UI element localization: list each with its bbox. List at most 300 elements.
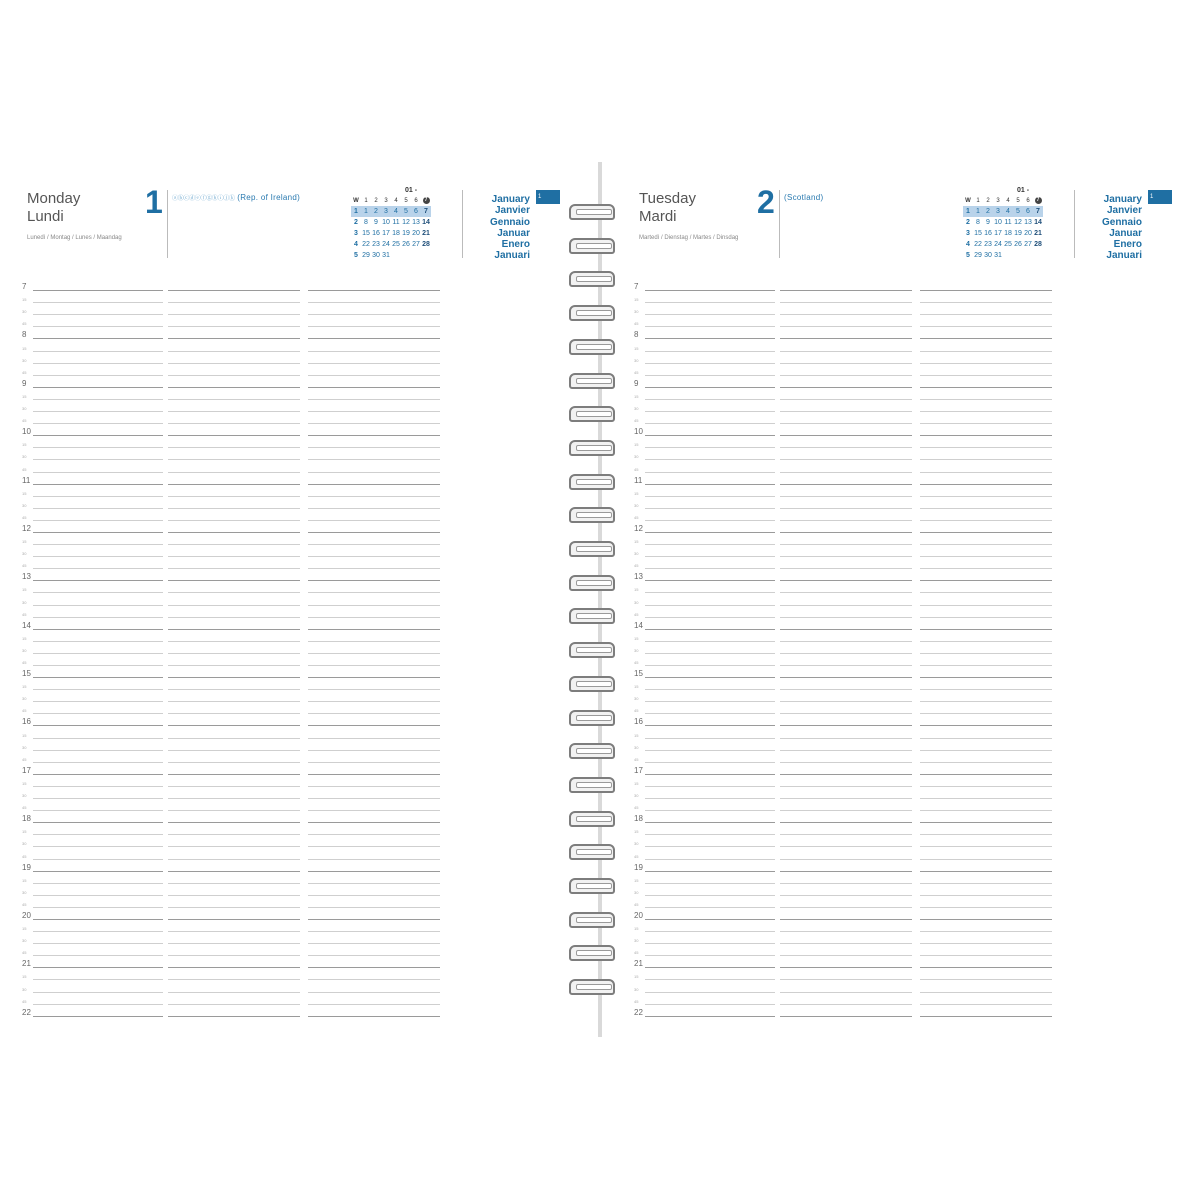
quarter-row[interactable]: [630, 726, 1055, 738]
calendar-day[interactable]: 11: [392, 219, 400, 226]
calendar-day[interactable]: 6: [1023, 206, 1033, 217]
calendar-day[interactable]: 24: [382, 241, 390, 248]
quarter-row[interactable]: [18, 303, 443, 315]
calendar-day[interactable]: 27: [1024, 241, 1032, 248]
quarter-label: 15: [634, 442, 639, 448]
quarter-label: 30: [22, 454, 27, 460]
quarter-row[interactable]: [18, 993, 443, 1005]
hour-label: 22: [634, 1007, 643, 1017]
quarter-label: 15: [22, 587, 27, 593]
hour-label: 8: [22, 330, 27, 340]
hour-row[interactable]: [18, 908, 443, 920]
mini-calendar-table: [963, 195, 1043, 261]
quarter-row[interactable]: [18, 775, 443, 787]
quarter-row[interactable]: [630, 702, 1055, 714]
calendar-day[interactable]: 29: [974, 252, 982, 259]
calendar-day[interactable]: 26: [1014, 241, 1022, 248]
calendar-day[interactable]: 14: [422, 219, 430, 226]
quarter-row[interactable]: [18, 980, 443, 992]
quarter-row[interactable]: [630, 823, 1055, 835]
hour-label: 11: [22, 475, 31, 485]
calendar-day[interactable]: 11: [1004, 219, 1012, 226]
calendar-day[interactable]: 28: [1034, 241, 1042, 248]
calendar-day[interactable]: 17: [994, 230, 1002, 237]
month-names: [468, 194, 530, 262]
hour-label: 7: [22, 282, 27, 292]
quarter-label: 45: [634, 514, 639, 520]
quarter-label: 30: [634, 551, 639, 557]
quarter-label: 15: [634, 587, 639, 593]
ring-gap: [576, 950, 612, 956]
quarter-row[interactable]: [18, 412, 443, 424]
time-grid: [18, 279, 443, 1017]
calendar-day[interactable]: 22: [362, 241, 370, 248]
quarter-row[interactable]: [18, 872, 443, 884]
calendar-day[interactable]: 25: [392, 241, 400, 248]
hour-label: 11: [634, 475, 643, 485]
quarter-label: 30: [22, 793, 27, 799]
mini-calendar-week-row: [351, 228, 431, 239]
quarter-row[interactable]: [630, 606, 1055, 618]
quarter-label: 30: [22, 744, 27, 750]
hour-row[interactable]: [18, 569, 443, 581]
calendar-day[interactable]: 31: [994, 252, 1002, 259]
quarter-row[interactable]: [18, 726, 443, 738]
quarter-row[interactable]: [18, 291, 443, 303]
quarter-label: 45: [22, 708, 27, 714]
quarter-label: 30: [634, 647, 639, 653]
mini-calendar-week-row: [963, 239, 1043, 250]
quarter-row[interactable]: [630, 944, 1055, 956]
quarter-row[interactable]: [18, 823, 443, 835]
quarter-row[interactable]: [630, 436, 1055, 448]
calendar-day[interactable]: 15: [974, 230, 982, 237]
calendar-day[interactable]: 13: [412, 219, 420, 226]
calendar-day[interactable]: 8: [364, 219, 368, 226]
quarter-label: 15: [22, 732, 27, 738]
calendar-day[interactable]: 31: [382, 252, 390, 259]
header-divider: [779, 190, 780, 258]
quarter-row[interactable]: [18, 497, 443, 509]
quarter-row[interactable]: [630, 315, 1055, 327]
quarter-label: 15: [634, 490, 639, 496]
quarter-row[interactable]: [630, 872, 1055, 884]
binding-ring: [569, 979, 617, 997]
hour-row[interactable]: [18, 666, 443, 678]
quarter-row[interactable]: [18, 944, 443, 956]
quarter-row[interactable]: [18, 932, 443, 944]
writing-line: [168, 1016, 300, 1017]
hour-row[interactable]: [630, 860, 1055, 872]
calendar-day[interactable]: 23: [372, 241, 380, 248]
calendar-day[interactable]: [401, 250, 411, 261]
quarter-label: 15: [22, 877, 27, 883]
hour-row[interactable]: [18, 327, 443, 339]
quarter-row[interactable]: [630, 993, 1055, 1005]
weekday-number: [1023, 195, 1033, 206]
quarter-row[interactable]: [630, 412, 1055, 424]
hour-row[interactable]: [630, 424, 1055, 436]
hour-row[interactable]: [18, 521, 443, 533]
quarter-row[interactable]: [630, 678, 1055, 690]
quarter-row[interactable]: [18, 436, 443, 448]
quarter-row[interactable]: [630, 630, 1055, 642]
weekday-number-label: 1: [364, 197, 368, 204]
quarter-row[interactable]: [630, 364, 1055, 376]
quarter-row[interactable]: [630, 460, 1055, 472]
quarter-row[interactable]: [630, 303, 1055, 315]
quarter-row[interactable]: [630, 557, 1055, 569]
quarter-row[interactable]: [18, 835, 443, 847]
hour-row[interactable]: [630, 714, 1055, 726]
quarter-row[interactable]: [630, 497, 1055, 509]
hour-row[interactable]: [630, 763, 1055, 775]
calendar-day[interactable]: 1: [973, 206, 983, 217]
binding-ring: [569, 878, 617, 896]
quarter-row[interactable]: [18, 606, 443, 618]
hour-label: 9: [22, 378, 27, 388]
quarter-row[interactable]: [630, 448, 1055, 460]
calendar-day[interactable]: 2: [371, 206, 381, 217]
month-name: Januar: [1109, 227, 1142, 239]
calendar-day[interactable]: 15: [362, 230, 370, 237]
quarter-row[interactable]: [630, 581, 1055, 593]
calendar-day[interactable]: 22: [974, 241, 982, 248]
calendar-day[interactable]: 5: [401, 206, 411, 217]
calendar-day[interactable]: 19: [1014, 230, 1022, 237]
hour-label: 18: [22, 814, 31, 824]
calendar-day[interactable]: 20: [1024, 230, 1032, 237]
quarter-label: 30: [634, 309, 639, 315]
quarter-label: 15: [22, 974, 27, 980]
hour-row[interactable]: [630, 666, 1055, 678]
weekday-number-label: 1: [976, 197, 980, 204]
quarter-row[interactable]: [18, 690, 443, 702]
hour-row[interactable]: [630, 908, 1055, 920]
quarter-row[interactable]: [630, 593, 1055, 605]
day-name-fr: Lundi: [27, 208, 64, 225]
day-name: [27, 190, 80, 226]
quarter-label: 45: [22, 514, 27, 520]
quarter-row[interactable]: [18, 448, 443, 460]
quarter-row[interactable]: [18, 339, 443, 351]
calendar-day[interactable]: 1: [361, 206, 371, 217]
calendar-day[interactable]: 30: [984, 252, 992, 259]
binding-ring: [569, 945, 617, 963]
quarter-label: 45: [22, 563, 27, 569]
month-name: Janvier: [1106, 205, 1142, 217]
quarter-label: 30: [22, 406, 27, 412]
quarter-label: 30: [634, 938, 639, 944]
quarter-label: 30: [22, 841, 27, 847]
calendar-day[interactable]: [421, 250, 431, 261]
hour-label: 17: [634, 765, 643, 775]
ring-gap: [576, 209, 612, 215]
quarter-row[interactable]: [18, 654, 443, 666]
calendar-day[interactable]: 10: [382, 219, 390, 226]
hour-row[interactable]: [630, 811, 1055, 823]
hour-row[interactable]: [630, 376, 1055, 388]
calendar-day[interactable]: 3: [993, 206, 1003, 217]
binding-ring: [569, 440, 617, 458]
month-name: Januari: [1106, 250, 1142, 262]
hour-row[interactable]: [630, 521, 1055, 533]
quarter-row[interactable]: [630, 884, 1055, 896]
hour-row[interactable]: [18, 763, 443, 775]
quarter-row[interactable]: [630, 739, 1055, 751]
calendar-day[interactable]: 7: [1033, 206, 1043, 217]
calendar-day[interactable]: 4: [1003, 206, 1013, 217]
calendar-day[interactable]: [391, 250, 401, 261]
week-number: 3: [354, 230, 358, 237]
quarter-row[interactable]: [630, 847, 1055, 859]
calendar-day[interactable]: 26: [402, 241, 410, 248]
quarter-row[interactable]: [18, 678, 443, 690]
ring-gap: [576, 782, 612, 788]
hour-label: 7: [634, 282, 639, 292]
binding-ring: [569, 844, 617, 862]
calendar-day[interactable]: 9: [374, 219, 378, 226]
calendar-day[interactable]: [411, 250, 421, 261]
calendar-day[interactable]: 14: [1034, 219, 1042, 226]
quarter-row[interactable]: [18, 545, 443, 557]
calendar-day[interactable]: 2: [983, 206, 993, 217]
quarter-row[interactable]: [630, 932, 1055, 944]
calendar-day[interactable]: 17: [382, 230, 390, 237]
quarter-row[interactable]: [18, 787, 443, 799]
quarter-row[interactable]: [630, 642, 1055, 654]
quarter-label: 30: [634, 599, 639, 605]
calendar-day[interactable]: 10: [994, 219, 1002, 226]
time-grid: [630, 279, 1055, 1017]
quarter-label: 45: [634, 563, 639, 569]
quarter-row[interactable]: [18, 739, 443, 751]
quarter-label: 45: [634, 466, 639, 472]
calendar-day[interactable]: 21: [422, 230, 430, 237]
quarter-label: 30: [634, 502, 639, 508]
calendar-day[interactable]: 23: [984, 241, 992, 248]
week-number: 3: [966, 230, 970, 237]
quarter-row[interactable]: [18, 642, 443, 654]
quarter-row[interactable]: [630, 751, 1055, 763]
quarter-label: 30: [22, 647, 27, 653]
quarter-label: 15: [22, 780, 27, 786]
quarter-label: 15: [634, 297, 639, 303]
right-page: [630, 162, 1190, 1037]
calendar-day[interactable]: 13: [1024, 219, 1032, 226]
calendar-day[interactable]: 3: [381, 206, 391, 217]
quarter-row[interactable]: [18, 702, 443, 714]
quarter-label: 45: [634, 660, 639, 665]
calendar-day[interactable]: 6: [411, 206, 421, 217]
ring-gap: [576, 378, 612, 384]
quarter-row[interactable]: [18, 533, 443, 545]
calendar-day[interactable]: [1023, 250, 1033, 261]
hour-row[interactable]: [18, 1005, 443, 1017]
quarter-label: 45: [22, 418, 27, 424]
planner-spread: [0, 162, 1200, 1037]
quarter-label: 15: [22, 393, 27, 399]
calendar-day[interactable]: 4: [391, 206, 401, 217]
quarter-row[interactable]: [630, 533, 1055, 545]
quarter-row[interactable]: [630, 835, 1055, 847]
quarter-label: 45: [634, 321, 639, 327]
calendar-day[interactable]: 16: [984, 230, 992, 237]
hour-label: 16: [22, 717, 31, 727]
binding-ring: [569, 507, 617, 525]
hour-row[interactable]: [630, 618, 1055, 630]
quarter-row[interactable]: [18, 847, 443, 859]
month-name: Gennaio: [1101, 216, 1142, 228]
quarter-row[interactable]: [630, 291, 1055, 303]
hour-label: 15: [634, 669, 643, 679]
quarter-row[interactable]: [630, 485, 1055, 497]
quarter-row[interactable]: [18, 630, 443, 642]
hour-row[interactable]: [630, 569, 1055, 581]
quarter-label: 15: [634, 926, 639, 932]
calendar-day[interactable]: 12: [1014, 219, 1022, 226]
quarter-row[interactable]: [18, 799, 443, 811]
calendar-day[interactable]: 16: [372, 230, 380, 237]
quarter-row[interactable]: [630, 339, 1055, 351]
calendar-day[interactable]: 25: [1004, 241, 1012, 248]
calendar-day[interactable]: 29: [362, 252, 370, 259]
quarter-row[interactable]: [630, 799, 1055, 811]
weekday-number: [391, 195, 401, 206]
quarter-row[interactable]: [630, 980, 1055, 992]
holiday-note: [784, 193, 823, 202]
hour-row[interactable]: [630, 1005, 1055, 1017]
quarter-row[interactable]: [18, 593, 443, 605]
quarter-row[interactable]: [630, 896, 1055, 908]
weekday-number-label: 4: [394, 197, 398, 204]
quarter-row[interactable]: [630, 775, 1055, 787]
hour-row[interactable]: [18, 376, 443, 388]
hour-row[interactable]: [18, 956, 443, 968]
quarter-row[interactable]: [18, 920, 443, 932]
week-label: W: [965, 197, 971, 204]
hour-row[interactable]: [18, 811, 443, 823]
quarter-row[interactable]: [18, 485, 443, 497]
hour-row[interactable]: [18, 279, 443, 291]
binding-ring: [569, 642, 617, 660]
quarter-row[interactable]: [18, 400, 443, 412]
quarter-row[interactable]: [630, 400, 1055, 412]
calendar-day[interactable]: 19: [402, 230, 410, 237]
calendar-day[interactable]: 28: [422, 241, 430, 248]
quarter-row[interactable]: [18, 884, 443, 896]
quarter-row[interactable]: [18, 896, 443, 908]
calendar-day[interactable]: [1013, 250, 1023, 261]
calendar-day[interactable]: 9: [986, 219, 990, 226]
ring-gap: [576, 917, 612, 923]
calendar-day[interactable]: 8: [976, 219, 980, 226]
week-number: 1: [351, 206, 361, 217]
hour-label: 21: [22, 959, 31, 969]
ring-gap: [576, 276, 612, 282]
hour-label: 17: [22, 765, 31, 775]
month-name: Januar: [497, 227, 530, 239]
quarter-row[interactable]: [18, 352, 443, 364]
month-tab[interactable]: 1: [536, 190, 560, 204]
mini-calendar-week-row: [351, 250, 431, 261]
quarter-row[interactable]: [18, 751, 443, 763]
quarter-row[interactable]: [630, 787, 1055, 799]
quarter-row[interactable]: [630, 920, 1055, 932]
quarter-row[interactable]: [630, 968, 1055, 980]
calendar-day[interactable]: 24: [994, 241, 1002, 248]
weekday-number: [1013, 195, 1023, 206]
calendar-day[interactable]: 21: [1034, 230, 1042, 237]
quarter-label: 15: [634, 345, 639, 351]
quarter-label: 30: [22, 938, 27, 944]
quarter-row[interactable]: [18, 460, 443, 472]
month-tab[interactable]: 1: [1148, 190, 1172, 204]
quarter-row[interactable]: [630, 509, 1055, 521]
hour-row[interactable]: [630, 327, 1055, 339]
calendar-day[interactable]: [1033, 250, 1043, 261]
quarter-label: 45: [22, 853, 27, 859]
hour-row[interactable]: [18, 618, 443, 630]
hour-label: 19: [22, 862, 31, 872]
week-label: W: [353, 197, 359, 204]
weekday-number-label: 2: [374, 197, 378, 204]
writing-line: [308, 1016, 440, 1017]
quarter-row[interactable]: [630, 352, 1055, 364]
binding-ring: [569, 204, 617, 222]
quarter-row[interactable]: [18, 388, 443, 400]
calendar-day[interactable]: 18: [392, 230, 400, 237]
quarter-label: 30: [22, 309, 27, 315]
mini-calendar-title: 01 -: [1016, 187, 1030, 194]
hour-row[interactable]: [630, 473, 1055, 485]
calendar-day[interactable]: 20: [412, 230, 420, 237]
quarter-row[interactable]: [18, 968, 443, 980]
quarter-row[interactable]: [18, 581, 443, 593]
quarter-row[interactable]: [630, 690, 1055, 702]
calendar-day[interactable]: 12: [402, 219, 410, 226]
calendar-day[interactable]: 27: [412, 241, 420, 248]
quarter-row[interactable]: [18, 509, 443, 521]
calendar-day[interactable]: 5: [1013, 206, 1023, 217]
quarter-label: 45: [634, 418, 639, 424]
quarter-label: 15: [22, 490, 27, 496]
calendar-day[interactable]: 7: [421, 206, 431, 217]
day-name-other-languages: Lunedì / Montag / Lunes / Maandag: [27, 235, 122, 241]
calendar-day[interactable]: 30: [372, 252, 380, 259]
quarter-label: 30: [634, 986, 639, 992]
spine: [598, 162, 602, 1037]
calendar-day[interactable]: [1003, 250, 1013, 261]
left-page: [18, 162, 578, 1037]
quarter-row[interactable]: [630, 545, 1055, 557]
hour-row[interactable]: [18, 714, 443, 726]
quarter-row[interactable]: [18, 557, 443, 569]
calendar-day[interactable]: 18: [1004, 230, 1012, 237]
hour-row[interactable]: [18, 473, 443, 485]
hour-row[interactable]: [18, 424, 443, 436]
weekday-number: [421, 195, 431, 206]
weekday-number-label: 6: [414, 197, 418, 204]
hour-row[interactable]: [630, 956, 1055, 968]
quarter-row[interactable]: [18, 315, 443, 327]
quarter-row[interactable]: [18, 364, 443, 376]
hour-row[interactable]: [18, 860, 443, 872]
hour-row[interactable]: [630, 279, 1055, 291]
month-name: Enero: [501, 239, 530, 251]
quarter-row[interactable]: [630, 654, 1055, 666]
quarter-row[interactable]: [630, 388, 1055, 400]
